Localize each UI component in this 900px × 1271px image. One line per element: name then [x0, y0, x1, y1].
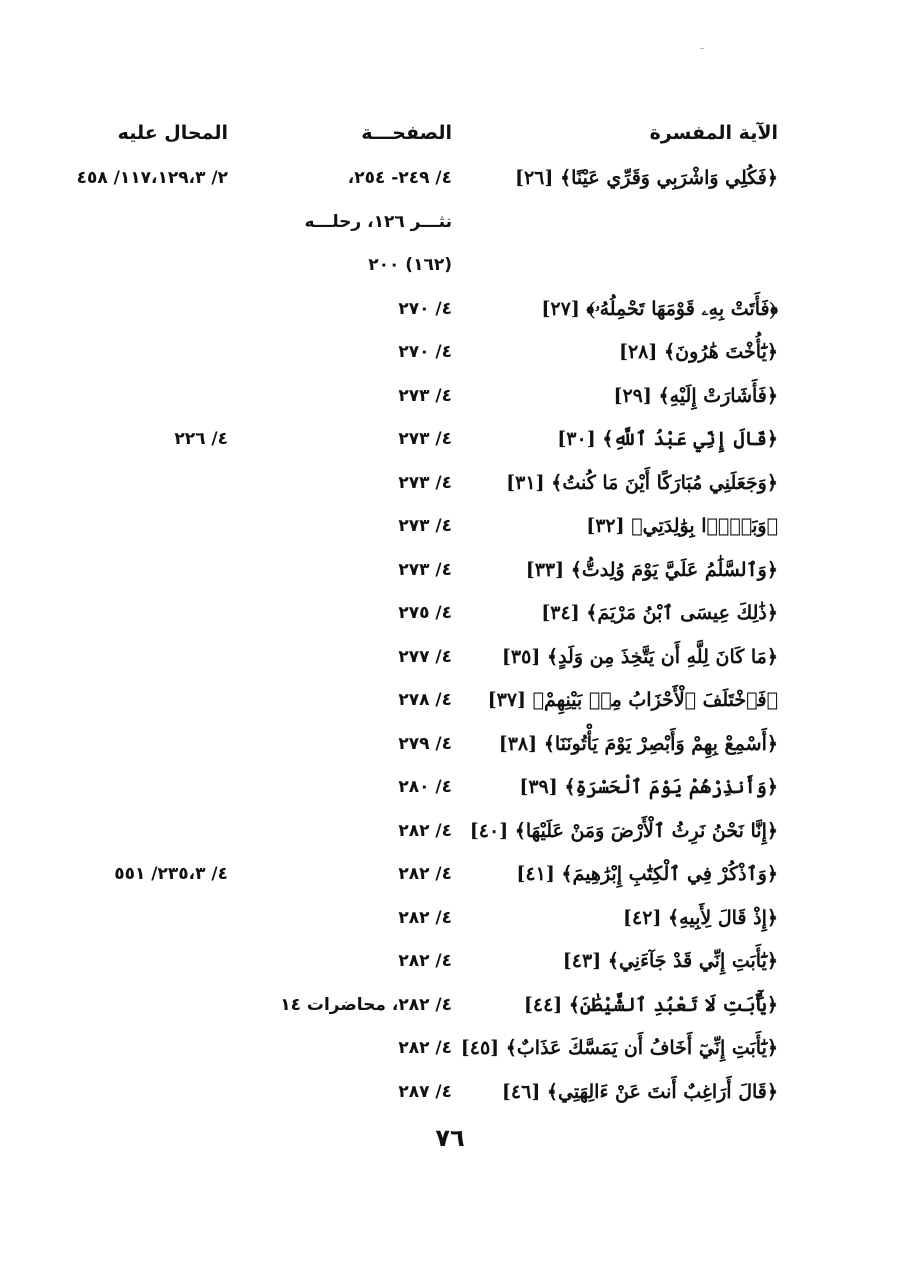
table-header [0, 118, 900, 148]
verse-cell: ﴿يَٰٓأَبَتِ إِنِّيٓ أَخَافُ أَن يَمَسَّكَ عَذَابٌ﴾ [٤٥] [460, 1037, 778, 1059]
table-row [0, 767, 900, 811]
page-cell: ٤/ ٢٨٢ [398, 1038, 452, 1058]
page-cell: ٤/ ٢٧٠ [398, 298, 452, 319]
page-cell: ٤/ ٢٨٢ [398, 907, 452, 928]
table-row [0, 811, 900, 855]
page-cell: ٤/ ٢٧٥ [398, 603, 452, 623]
verse-cell: ﴿وَٱلسَّلَٰمُ عَلَيَّ يَوْمَ وُلِدتُّ﴾ [٣٣] [525, 558, 778, 581]
table-body [0, 158, 900, 1115]
table-row [0, 1028, 900, 1072]
ref-cell: ٤/ ٢٣٥،٣/ ٥٥١ [114, 864, 228, 884]
verse-cell: ﴿يَٰٓأَبَتِ إِنِّي قَدْ جَآءَنِي﴾ [٤٣] [562, 950, 778, 972]
page-cell: ٤/ ٢٧٣ [398, 559, 452, 580]
verse-cell: ﴿فَٱخْتَلَفَ ٱلْأَحْزَابُ مِنۢ بَيْنِهِمْ﴾ [٣٧] [487, 689, 778, 711]
ref-cell: ٤/ ٢٢٦ [174, 429, 228, 449]
page-cell: ٤/ ٢٧٨ [398, 690, 452, 710]
verse-cell: ﴿فَكُلِي وَاشْرَبِي وَقَرِّي عَيْنًا﴾ [٢٦] [514, 167, 778, 189]
page-cell: ٤/ ٢٨٧ [398, 1081, 452, 1102]
verse-cell: ﴿وَأَنذِرْهُمْ يَوْمَ ٱلْحَسْرَةِ﴾ [٣٩] [519, 776, 778, 798]
verse-cell: ﴿أَسْمِعْ بِهِمْ وَأَبْصِرْ يَوْمَ يَأْتُونَنَا﴾ [٣٨] [498, 732, 778, 755]
verse-cell: ﴿وَجَعَلَنِي مُبَارَكًا أَيْنَ مَا كُنتُ﴾ [٣١] [506, 471, 778, 494]
table-row [0, 550, 900, 594]
table-row [0, 245, 900, 289]
verse-cell: ﴿فَأَتَتْ بِهِۦ قَوْمَهَا تَحْمِلُهُۥ﴾ [٢٧] [541, 297, 778, 320]
table-row [0, 854, 900, 898]
page-cell: ٤/ ٢٨٢، محاضرات ١٤ [280, 994, 452, 1015]
table-row [0, 506, 900, 550]
scan-mark [700, 48, 704, 49]
table-row [0, 332, 900, 376]
verse-cell: ﴿مَا كَانَ لِلَّهِ أَن يَتَّخِذَ مِن وَلَدٍ﴾ [٣٥] [501, 645, 778, 668]
table-row [0, 419, 900, 463]
verse-cell: ﴿فَأَشَارَتْ إِلَيْهِ﴾ [٢٩] [613, 384, 778, 407]
verse-cell: ﴿وَٱذْكُرْ فِي ٱلْكِتَٰبِ إِبْرَٰهِيمَ﴾ [٤١] [516, 863, 778, 885]
table-row [0, 463, 900, 507]
ref-cell: ٢/ ١١٧،١٢٩،٣/ ٤٥٨ [76, 168, 228, 188]
page-cell: نثـــر ١٢٦، رحلـــه [304, 211, 452, 232]
page-number: ٧٦ [435, 1124, 465, 1152]
verse-cell: ﴿يَٰٓأَبَتِ لَا تَعْبُدِ ٱلشَّيْطَٰنَ﴾ [٤٤] [523, 993, 778, 1016]
page-cell: ٤/ ٢٧٩ [398, 733, 452, 754]
table-row [0, 1072, 900, 1116]
table-row [0, 941, 900, 985]
table-row [0, 898, 900, 942]
table-row [0, 724, 900, 768]
table-row [0, 637, 900, 681]
page-cell: ٤/ ٢٤٩- ٢٥٤، [347, 168, 452, 188]
page-cell: ٤/ ٢٧٠ [398, 342, 452, 362]
table-row [0, 593, 900, 637]
table-row [0, 289, 900, 333]
verse-cell: ﴿يَٰٓأُخْتَ هَٰرُونَ﴾ [٢٨] [618, 341, 778, 363]
page-cell: ٤/ ٢٧٣ [398, 429, 452, 449]
table-row [0, 680, 900, 724]
table-row [0, 985, 900, 1029]
page-cell: ٤/ ٢٧٣ [398, 516, 452, 536]
verse-cell: ﴿قَالَ أَرَاغِبٌ أَنتَ عَنْ ءَالِهَتِي﴾ [٤٦] [501, 1080, 778, 1103]
header-page: الصفحـــة [361, 122, 452, 144]
verse-cell: ﴿قَالَ إِنِّي عَبْدُ ٱللَّهِ﴾ [٣٠] [557, 428, 778, 450]
page-cell: (١٦٢) ٢٠٠ [368, 255, 452, 275]
verse-cell: ﴿ذَٰلِكَ عِيسَى ٱبْنُ مَرْيَمَ﴾ [٣٤] [541, 602, 778, 624]
verse-cell: ﴿إِنَّا نَحْنُ نَرِثُ ٱلْأَرْضَ وَمَنْ عَلَيْهَا﴾ [٤٠] [469, 819, 778, 842]
table-row [0, 202, 900, 246]
verse-cell: ﴿إِذْ قَالَ لِأَبِيهِ﴾ [٤٢] [623, 906, 778, 929]
table-row [0, 158, 900, 202]
header-ref: المحال عليه [117, 122, 228, 144]
page-cell: ٤/ ٢٨٢ [398, 864, 452, 884]
header-verse: الآية المفسرة [649, 122, 778, 144]
page-cell: ٤/ ٢٨٢ [398, 820, 452, 841]
page-cell: ٤/ ٢٧٧ [398, 646, 452, 667]
page-cell: ٤/ ٢٧٣ [398, 472, 452, 493]
table-row [0, 376, 900, 420]
verse-cell: ﴿وَبَرًّۢا بِوَٰلِدَتِي﴾ [٣٢] [586, 515, 778, 537]
page-cell: ٤/ ٢٧٣ [398, 385, 452, 406]
page-cell: ٤/ ٢٨٢ [398, 951, 452, 971]
page-cell: ٤/ ٢٨٠ [398, 777, 452, 797]
